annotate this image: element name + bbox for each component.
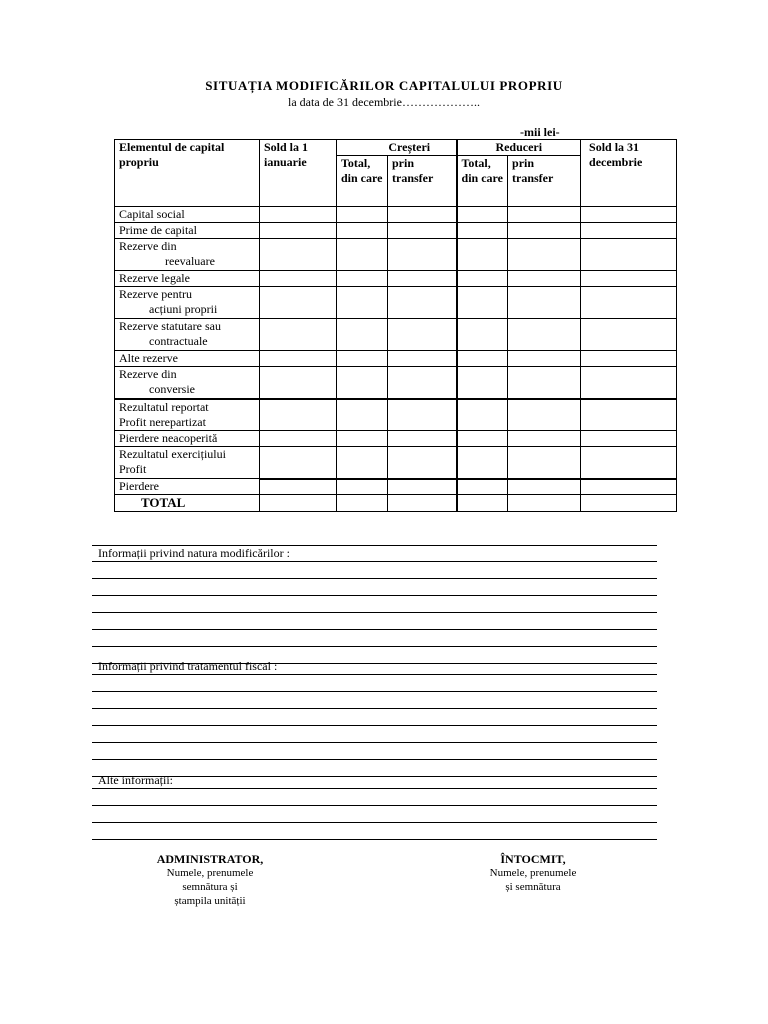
table-row — [115, 399, 677, 431]
page-title: SITUAȚIA MODIFICĂRILOR CAPITALULUI PROPRIU — [205, 78, 563, 93]
row-label: Pierdere — [119, 479, 159, 493]
blank-line[interactable] — [92, 675, 657, 692]
fiscal-label: Informații privind tratamentul fiscal : — [92, 659, 657, 675]
table-row — [115, 207, 677, 223]
administrator-signature — [130, 852, 290, 908]
subheader-total-reduceri: Total, din care — [457, 156, 508, 207]
row-label: Pierdere neacoperită — [119, 431, 218, 445]
row-label: Capital social — [119, 207, 185, 221]
row-label-cont: contractuale — [149, 334, 208, 348]
other-section — [92, 773, 657, 840]
table-row — [115, 479, 677, 495]
nature-label: Informații privind natura modificărilor : — [92, 545, 657, 562]
row-label: Rezultatul exercițiului — [119, 447, 226, 461]
table-row — [115, 271, 677, 287]
header-reduceri: Reduceri — [457, 140, 581, 156]
row-label: Prime de capital — [119, 223, 197, 237]
blank-line[interactable] — [92, 806, 657, 823]
blank-line[interactable] — [92, 613, 657, 630]
table-row — [115, 319, 677, 351]
blank-line[interactable] — [92, 579, 657, 596]
table-row — [115, 431, 677, 447]
blank-line[interactable] — [92, 823, 657, 840]
blank-line[interactable] — [92, 743, 657, 760]
header-sold-end: Sold la 31 decembrie — [581, 140, 677, 207]
table-row — [115, 367, 677, 399]
prepared-by-line-1: Numele, prenumele — [489, 867, 577, 879]
table-row — [115, 447, 677, 479]
table-row — [115, 223, 677, 239]
administrator-line-1: Numele, prenumele — [166, 867, 254, 879]
fiscal-section — [92, 659, 657, 777]
header-cresteri: Creșteri — [337, 140, 457, 156]
row-label: Rezerve din — [119, 367, 177, 381]
table-row — [115, 239, 677, 271]
table-row — [115, 351, 677, 367]
blank-line[interactable] — [92, 596, 657, 613]
row-label-cont: acțiuni proprii — [149, 302, 218, 316]
equity-changes-table — [114, 139, 677, 512]
prepared-by-title: ÎNTOCMIT, — [500, 852, 566, 866]
prepared-by-signature — [458, 852, 608, 894]
header-element: Elementul de capital propriu — [115, 140, 260, 207]
row-label-cont: Profit nerepartizat — [119, 414, 206, 429]
administrator-line-3: ștampila unității — [174, 895, 246, 907]
administrator-title: ADMINISTRATOR, — [156, 852, 264, 866]
row-label: Alte rezerve — [119, 351, 178, 365]
row-label: Rezultatul reportat — [119, 399, 209, 414]
page-subtitle: la data de 31 decembrie……………….. — [288, 95, 480, 109]
header-sold-start: Sold la 1 ianuarie — [260, 140, 337, 207]
row-label: Rezerve statutare sau — [119, 319, 221, 333]
blank-line[interactable] — [92, 709, 657, 726]
row-label: Rezerve din — [119, 239, 177, 253]
blank-line[interactable] — [92, 562, 657, 579]
row-label: Rezerve pentru — [119, 287, 192, 301]
subheader-total-cresteri: Total, din care — [337, 156, 388, 207]
subheader-transfer-reduceri: prin transfer — [508, 156, 581, 207]
table-row-total — [115, 495, 677, 512]
total-label: TOTAL — [141, 495, 186, 510]
row-label-cont: reevaluare — [165, 254, 215, 268]
administrator-line-2: semnătura și — [182, 881, 238, 893]
row-label-cont: Profit — [119, 462, 147, 476]
blank-line[interactable] — [92, 692, 657, 709]
other-label: Alte informații: — [92, 773, 657, 789]
row-label-cont: conversie — [149, 382, 195, 396]
unit-label: -mii lei- — [520, 125, 560, 139]
row-label: Rezerve legale — [119, 271, 190, 285]
blank-line[interactable] — [92, 726, 657, 743]
blank-line[interactable] — [92, 789, 657, 806]
table-row — [115, 287, 677, 319]
blank-line[interactable] — [92, 630, 657, 647]
prepared-by-line-2: și semnătura — [505, 881, 561, 893]
subheader-transfer-cresteri: prin transfer — [388, 156, 457, 207]
nature-section — [92, 545, 657, 664]
